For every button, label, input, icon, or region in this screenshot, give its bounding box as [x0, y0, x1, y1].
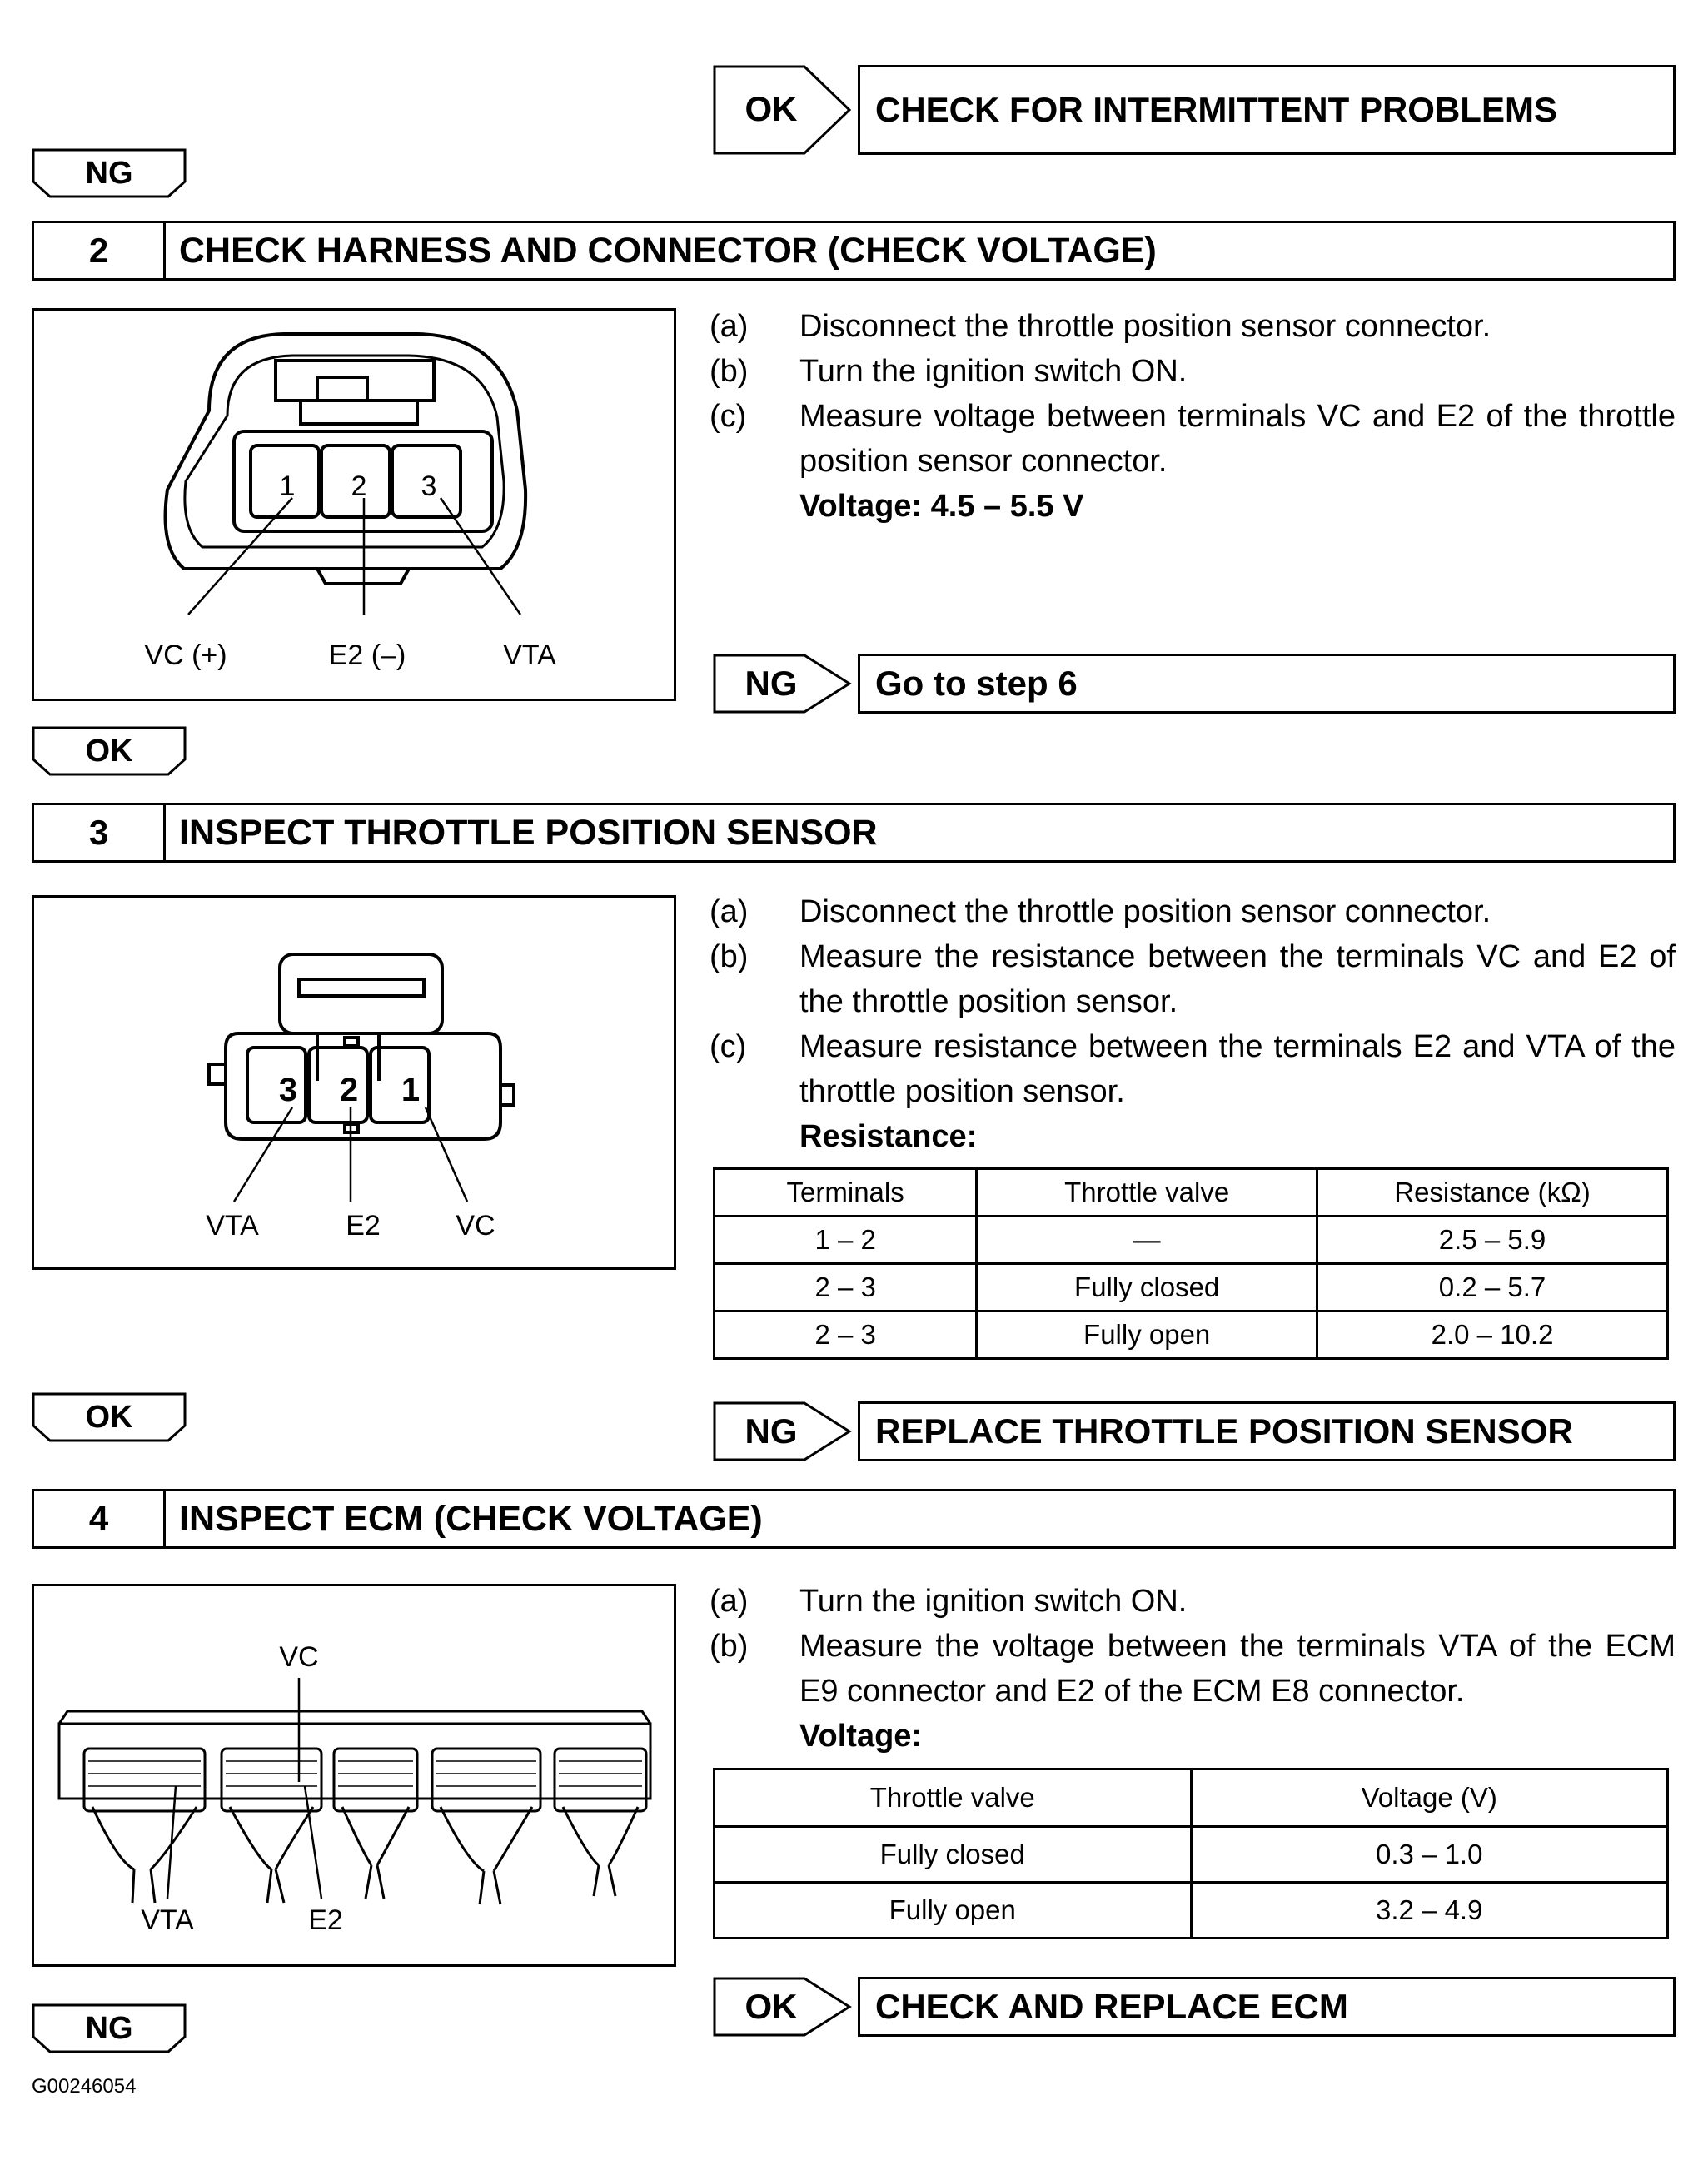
- table-cell: Fully open: [977, 1311, 1317, 1359]
- terminal-label-e2: E2 (–): [328, 640, 406, 671]
- step-3-instructions: [710, 889, 1676, 1159]
- instruction-text: Disconnect the throttle position sensor connector.: [799, 894, 1491, 929]
- figure-code: G00246054: [32, 2075, 137, 2098]
- tag-label: NG: [85, 155, 133, 191]
- table-cell: 2.5 – 5.9: [1317, 1217, 1668, 1264]
- instruction-text: Turn the ignition switch ON.: [799, 1584, 1188, 1619]
- table-cell: Fully open: [715, 1883, 1192, 1939]
- table-header-row: [715, 1169, 1668, 1217]
- terminal-label-vta: VTA: [206, 1210, 259, 1242]
- table-row: [715, 1311, 1668, 1359]
- table-cell: 0.3 – 1.0: [1191, 1827, 1668, 1883]
- voltage-spec: Voltage: 4.5 – 5.5 V: [799, 489, 1084, 524]
- table-cell: 0.2 – 5.7: [1317, 1264, 1668, 1311]
- instruction-marker: (c): [710, 399, 747, 434]
- table-cell: 1 – 2: [715, 1217, 977, 1264]
- pin-3-label: 3: [278, 1072, 298, 1108]
- ecm-connector-figure: [32, 1584, 676, 1967]
- instruction-item: [710, 349, 1676, 394]
- instruction-item: [710, 1579, 1676, 1624]
- step-title: INSPECT ECM (CHECK VOLTAGE): [179, 1498, 763, 1539]
- column-header: Throttle valve: [715, 1769, 1192, 1827]
- step-number: 4: [34, 1491, 166, 1546]
- ng-arrow-box: [713, 1401, 854, 1460]
- result-box-go-to-step-6: Go to step 6: [858, 654, 1676, 714]
- table-cell: 2.0 – 10.2: [1317, 1311, 1668, 1359]
- step-title: INSPECT THROTTLE POSITION SENSOR: [179, 812, 878, 853]
- table-row: [715, 1827, 1668, 1883]
- arrow-label: OK: [744, 89, 798, 128]
- step-title: CHECK HARNESS AND CONNECTOR (CHECK VOLTAGE): [179, 230, 1157, 271]
- step-3-header: [32, 803, 1676, 863]
- pin-3-label: 3: [421, 470, 437, 502]
- terminal-label-vta: VTA: [503, 640, 556, 671]
- arrow-label: NG: [744, 664, 798, 703]
- voltage-spec: Voltage:: [799, 1719, 923, 1754]
- ok-arrow-box: [713, 65, 854, 153]
- result-box-replace-ecm: CHECK AND REPLACE ECM: [858, 1977, 1676, 2037]
- column-header: Terminals: [715, 1169, 977, 1217]
- instruction-item: [710, 1624, 1676, 1714]
- terminal-label-e2: E2: [346, 1210, 381, 1242]
- pin-2-label: 2: [339, 1072, 359, 1108]
- terminal-label-vta: VTA: [141, 1904, 194, 1936]
- instruction-marker: (a): [710, 309, 749, 344]
- instruction-item: [710, 394, 1676, 484]
- table-cell: 2 – 3: [715, 1264, 977, 1311]
- arrow-label: NG: [744, 1411, 798, 1451]
- table-cell: —: [977, 1217, 1317, 1264]
- tag-label: NG: [85, 2010, 133, 2046]
- instruction-item: [710, 304, 1676, 349]
- instruction-text: Turn the ignition switch ON.: [799, 354, 1188, 389]
- instruction-text: Measure voltage between terminals VC and E2 of the throttle position sensor connector.: [799, 399, 1676, 479]
- instruction-marker: (b): [710, 1629, 749, 1664]
- ok-tag: [32, 726, 187, 776]
- column-header: Throttle valve: [977, 1169, 1317, 1217]
- ng-tag: [32, 148, 187, 198]
- ng-tag: [32, 2003, 187, 2053]
- tps-connector-figure-front: [32, 308, 676, 701]
- voltage-table: [713, 1768, 1669, 1939]
- table-cell: Fully closed: [977, 1264, 1317, 1311]
- step-number: 2: [34, 223, 166, 278]
- tps-connector-figure-rear: [32, 895, 676, 1270]
- step-2-instructions: [710, 304, 1676, 529]
- table-cell: 2 – 3: [715, 1311, 977, 1359]
- step-4-instructions: [710, 1579, 1676, 1759]
- terminal-label-e2: E2: [308, 1904, 343, 1936]
- table-row: [715, 1264, 1668, 1311]
- pin-1-label: 1: [401, 1072, 421, 1108]
- instruction-text: Measure the resistance between the terminals VC and E2 of the throttle position sensor.: [799, 939, 1676, 1019]
- table-row: [715, 1883, 1668, 1939]
- pin-1-label: 1: [279, 470, 296, 502]
- result-box-replace-tps: REPLACE THROTTLE POSITION SENSOR: [858, 1401, 1676, 1461]
- table-cell: Fully closed: [715, 1827, 1192, 1883]
- terminal-label-vc: VC: [279, 1641, 319, 1673]
- instruction-marker: (c): [710, 1029, 747, 1064]
- arrow-label: OK: [744, 1987, 798, 2026]
- instruction-text: Measure the voltage between the terminals VTA of the ECM E9 connector and E2 of the ECM E8 connector.: [799, 1629, 1676, 1709]
- instruction-text: Disconnect the throttle position sensor connector.: [799, 309, 1491, 344]
- tag-label: OK: [85, 1399, 133, 1435]
- ok-arrow-box: [713, 1977, 854, 2035]
- step-2-header: [32, 221, 1676, 281]
- tag-label: OK: [85, 733, 133, 769]
- instruction-marker: (a): [710, 894, 749, 929]
- step-number: 3: [34, 805, 166, 860]
- instruction-item: [710, 1024, 1676, 1114]
- instruction-marker: (b): [710, 939, 749, 974]
- ng-arrow-box: [713, 654, 854, 712]
- table-header-row: [715, 1769, 1668, 1827]
- terminal-label-vc: VC: [456, 1210, 495, 1242]
- instruction-item: [710, 889, 1676, 934]
- ok-tag: [32, 1392, 187, 1442]
- resistance-spec: Resistance:: [799, 1119, 978, 1154]
- pin-2-label: 2: [351, 470, 367, 502]
- instruction-text: Measure resistance between the terminals E2 and VTA of the throttle position sensor.: [799, 1029, 1676, 1109]
- step-4-header: [32, 1489, 1676, 1549]
- instruction-marker: (a): [710, 1584, 749, 1619]
- result-box-intermittent: CHECK FOR INTERMITTENT PROBLEMS: [858, 65, 1676, 155]
- instruction-item: [710, 934, 1676, 1024]
- column-header: Voltage (V): [1191, 1769, 1668, 1827]
- terminal-label-vc: VC (+): [144, 640, 227, 671]
- instruction-marker: (b): [710, 354, 749, 389]
- table-row: [715, 1217, 1668, 1264]
- column-header: Resistance (kΩ): [1317, 1169, 1668, 1217]
- resistance-table: [713, 1167, 1669, 1360]
- table-cell: 3.2 – 4.9: [1191, 1883, 1668, 1939]
